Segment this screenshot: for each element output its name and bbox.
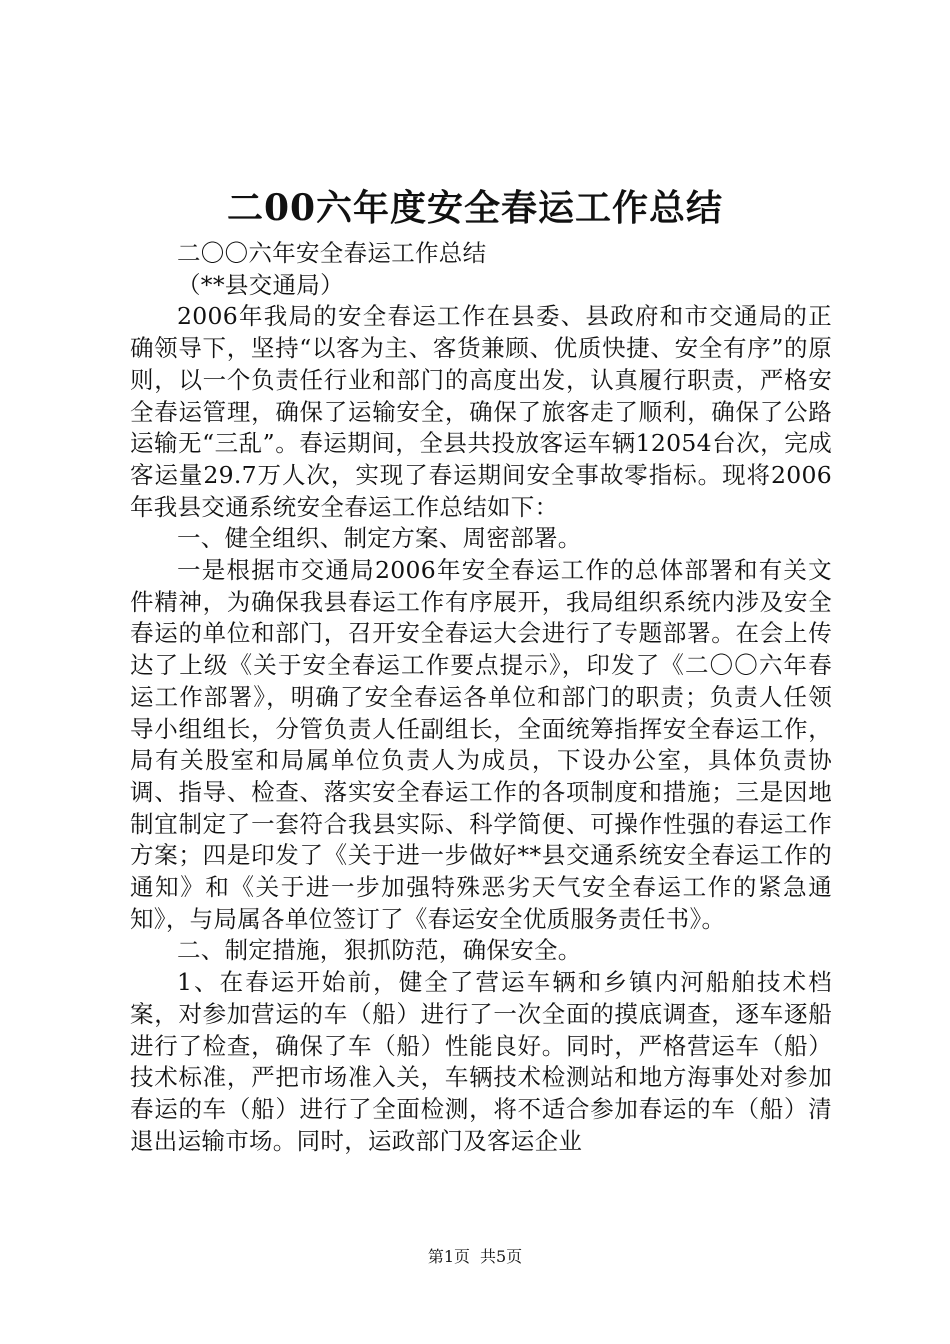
paragraph-intro: 2006年我局的安全春运工作在县委、县政府和市交通局的正确领导下，坚持“以客为主、客货兼顾、优质快捷、安全有序”的原则，以一个负责任行业和部门的高度出发，认真履行职责，严格安全春运管理，确保了运输安全，确保了旅客走了顺利，确保了公路运输无“三乱”。春运期间，全县共投放客运车辆12054台次，完成客运量29.7万人次，实现了春运期间安全事故零指标。现将2006年我县交通系统安全春运工作总结如下： bbox=[130, 302, 832, 521]
page-total: 共5页 bbox=[480, 1247, 523, 1266]
document-title: 二00六年度安全春运工作总结 bbox=[226, 187, 724, 229]
paragraph-section-1: 一是根据市交通局2006年安全春运工作的总体部署和有关文件精神，为确保我县春运工作有序展开，我局组织系统内涉及安全春运的单位和部门，召开安全春运大会进行了专题部署。在会上传达了上级《关于安全春运工作要点提示》，印发了《二〇〇六年春运工作部署》，明确了安全春运各单位和部门的职责；负责人任领导小组组长，分管负责人任副组长，全面统筹指挥安全春运工作，局有关股室和局属单位负责人为成员，下设办公室，具体负责协调、指导、检查、落实安全春运工作的各项制度和措施；三是因地制宜制定了一套符合我县实际、科学简便、可操作性强的春运工作方案；四是印发了《关于进一步做好**县交通系统安全春运工作的通知》和《关于进一步加强特殊恶劣天气安全春运工作的紧急通知》，与局属各单位签订了《春运安全优质服务责任书》。 bbox=[130, 556, 832, 933]
document-body bbox=[130, 238, 832, 1157]
page-number: 第1页 bbox=[427, 1247, 470, 1266]
section-heading-1: 一、健全组织、制定方案、周密部署。 bbox=[177, 524, 582, 553]
section-heading-2: 二、制定措施，狠抓防范，确保安全。 bbox=[177, 936, 582, 965]
page-footer bbox=[0, 1246, 950, 1268]
document-organization: （**县交通局） bbox=[177, 270, 344, 299]
document-subtitle: 二〇〇六年安全春运工作总结 bbox=[177, 239, 487, 267]
paragraph-section-2-item-1: 1、在春运开始前，健全了营运车辆和乡镇内河船舶技术档案，对参加营运的车（船）进行了一次全面的摸底调查，逐车逐船进行了检查，确保了车（船）性能良好。同时，严格营运车（船）技术标准，严把市场准入关，车辆技术检测站和地方海事处对参加春运的车（船）进行了全面检测，将不适合参加春运的车（船）清退出运输市场。同时，运政部门及客运企业 bbox=[130, 968, 832, 1155]
